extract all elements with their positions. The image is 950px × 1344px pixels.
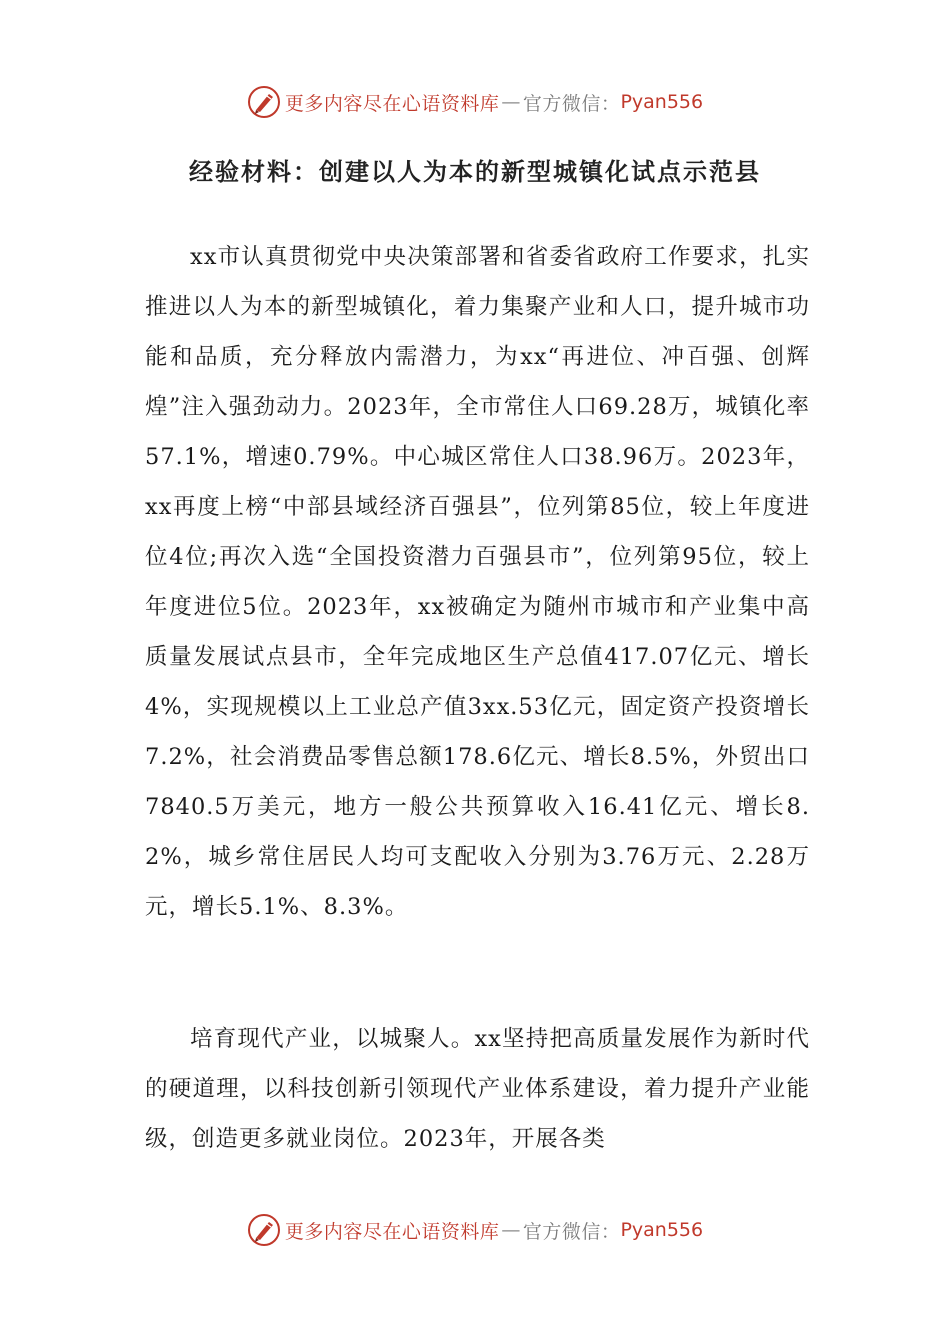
body-paragraph: 培育现代产业，以城聚人。xx坚持把高质量发展作为新时代的硬道理，以科技创新引领现代产业体系建设，着力提升产业能级，创造更多就业岗位。2023年，开展各类 <box>145 1026 810 1152</box>
body-paragraph-1-container <box>145 232 810 932</box>
body-paragraph-2-container <box>145 1014 810 1164</box>
watermark-dash: — <box>501 91 521 113</box>
document-title: 经验材料：创建以人为本的新型城镇化试点示范县 <box>189 157 761 186</box>
watermark-wechat-label: 官方微信： <box>522 1220 621 1243</box>
pen-logo-icon <box>247 85 281 119</box>
watermark-banner-bottom <box>0 1210 950 1250</box>
watermark-text: 更多内容尽在心语资料库 <box>284 1220 500 1243</box>
body-paragraph: xx市认真贯彻党中央决策部署和省委省政府工作要求，扎实推进以人为本的新型城镇化，着力集聚产业和人口，提升城市功能和品质，充分释放内需潜力，为xx“再进位、冲百强、创辉煌”注入强劲动力。2023年，全市常住人口69.28万，城镇化率57.1%，增速0.79%。中心城区常住人口38.96万。2023年，xx再度上榜“中部县域经济百强县”，位列第85位，较上年度进位4位;再次入选“全国投资潜力百强县市”，位列第95位，较上年度进位5位。2023年，xx被确定为随州市城市和产业集中高质量发展试点县市，全年完成地区生产总值417.07亿元、增长4%，实现规模以上工业总产值3xx.53亿元，固定资产投资增长7.2%，社会消费品零售总额178.6亿元、增长8.5%，外贸出口7840.5万美元，地方一般公共预算收入16.41亿元、增长8.2%，城乡常住居民人均可支配收入分别为3.76万元、2.28万元，增长5.1%、8.3%。 <box>145 244 810 920</box>
watermark-text: 更多内容尽在心语资料库 <box>284 92 500 115</box>
pen-logo-icon <box>247 1213 281 1247</box>
watermark-wechat-id: Pyan556 <box>620 1219 704 1241</box>
watermark-wechat-id: Pyan556 <box>620 91 704 113</box>
watermark-dash: — <box>501 1219 521 1241</box>
watermark-banner-top <box>0 82 950 122</box>
watermark-wechat-label: 官方微信： <box>522 92 621 115</box>
